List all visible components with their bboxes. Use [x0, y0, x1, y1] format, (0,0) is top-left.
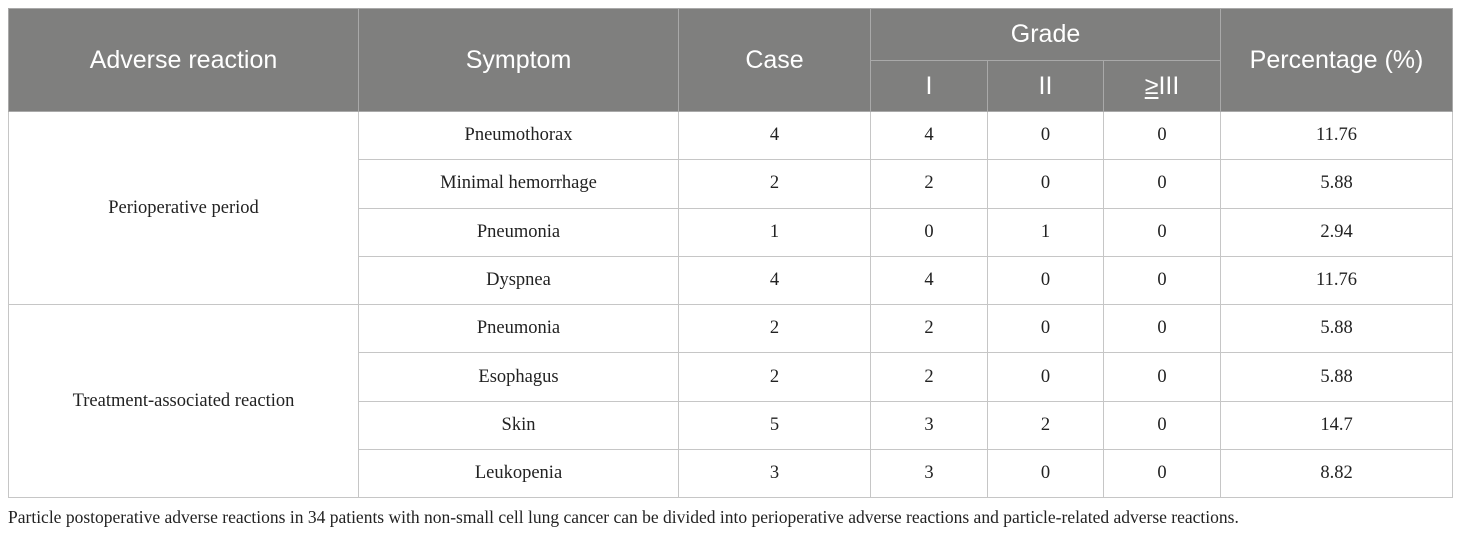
cell-grade-1: 0	[871, 208, 988, 256]
cell-grade-3: 0	[1104, 305, 1221, 353]
cell-percentage: 11.76	[1221, 112, 1453, 160]
cell-grade-3: 0	[1104, 450, 1221, 498]
table-header	[9, 9, 1453, 112]
header-grade-2: II	[988, 61, 1104, 112]
cell-grade-2: 0	[988, 256, 1104, 304]
cell-symptom: Minimal hemorrhage	[359, 160, 679, 208]
cell-grade-1: 2	[871, 305, 988, 353]
cell-percentage: 8.82	[1221, 450, 1453, 498]
cell-case: 2	[679, 160, 871, 208]
cell-grade-3: 0	[1104, 256, 1221, 304]
table-row	[9, 112, 1453, 160]
cell-case: 2	[679, 353, 871, 401]
header-adverse-reaction: Adverse reaction	[9, 9, 359, 112]
cell-grade-2: 2	[988, 401, 1104, 449]
header-grade: Grade	[871, 9, 1221, 61]
cell-grade-1: 3	[871, 401, 988, 449]
cell-grade-1: 2	[871, 160, 988, 208]
cell-grade-2: 0	[988, 450, 1104, 498]
geq-symbol: ≥	[1144, 71, 1159, 100]
cell-grade-3: 0	[1104, 112, 1221, 160]
group-label-treatment-associated: Treatment-associated reaction	[9, 305, 359, 498]
cell-symptom: Pneumonia	[359, 305, 679, 353]
cell-case: 5	[679, 401, 871, 449]
cell-grade-1: 4	[871, 112, 988, 160]
cell-percentage: 14.7	[1221, 401, 1453, 449]
cell-percentage: 5.88	[1221, 305, 1453, 353]
header-grade-3-plus	[1104, 61, 1221, 112]
cell-percentage: 5.88	[1221, 160, 1453, 208]
cell-grade-3: 0	[1104, 353, 1221, 401]
group-label-perioperative: Perioperative period	[9, 112, 359, 305]
table-body	[9, 112, 1453, 498]
cell-grade-1: 2	[871, 353, 988, 401]
adverse-reactions-table	[8, 8, 1453, 498]
cell-grade-2: 0	[988, 305, 1104, 353]
cell-symptom: Skin	[359, 401, 679, 449]
cell-case: 1	[679, 208, 871, 256]
table-footnote: Particle postoperative adverse reactions in 34 patients with non-small cell lung cancer can be divided into perioperative adverse reactions and particle-related adverse reactions.	[8, 507, 1239, 527]
cell-symptom: Pneumothorax	[359, 112, 679, 160]
cell-case: 2	[679, 305, 871, 353]
cell-symptom: Pneumonia	[359, 208, 679, 256]
cell-grade-1: 4	[871, 256, 988, 304]
cell-grade-1: 3	[871, 450, 988, 498]
header-symptom: Symptom	[359, 9, 679, 112]
cell-case: 4	[679, 256, 871, 304]
adverse-reactions-table-container	[8, 8, 1452, 498]
cell-grade-2: 1	[988, 208, 1104, 256]
cell-percentage: 2.94	[1221, 208, 1453, 256]
cell-grade-3: 0	[1104, 208, 1221, 256]
header-case: Case	[679, 9, 871, 112]
cell-case: 4	[679, 112, 871, 160]
header-percentage: Percentage (%)	[1221, 9, 1453, 112]
header-grade-1: I	[871, 61, 988, 112]
cell-case: 3	[679, 450, 871, 498]
cell-grade-2: 0	[988, 112, 1104, 160]
cell-grade-2: 0	[988, 160, 1104, 208]
cell-grade-3: 0	[1104, 160, 1221, 208]
table-row	[9, 305, 1453, 353]
cell-symptom: Esophagus	[359, 353, 679, 401]
cell-symptom: Leukopenia	[359, 450, 679, 498]
cell-grade-2: 0	[988, 353, 1104, 401]
cell-percentage: 11.76	[1221, 256, 1453, 304]
grade-3-numeral: III	[1158, 71, 1180, 100]
cell-symptom: Dyspnea	[359, 256, 679, 304]
cell-percentage: 5.88	[1221, 353, 1453, 401]
cell-grade-3: 0	[1104, 401, 1221, 449]
